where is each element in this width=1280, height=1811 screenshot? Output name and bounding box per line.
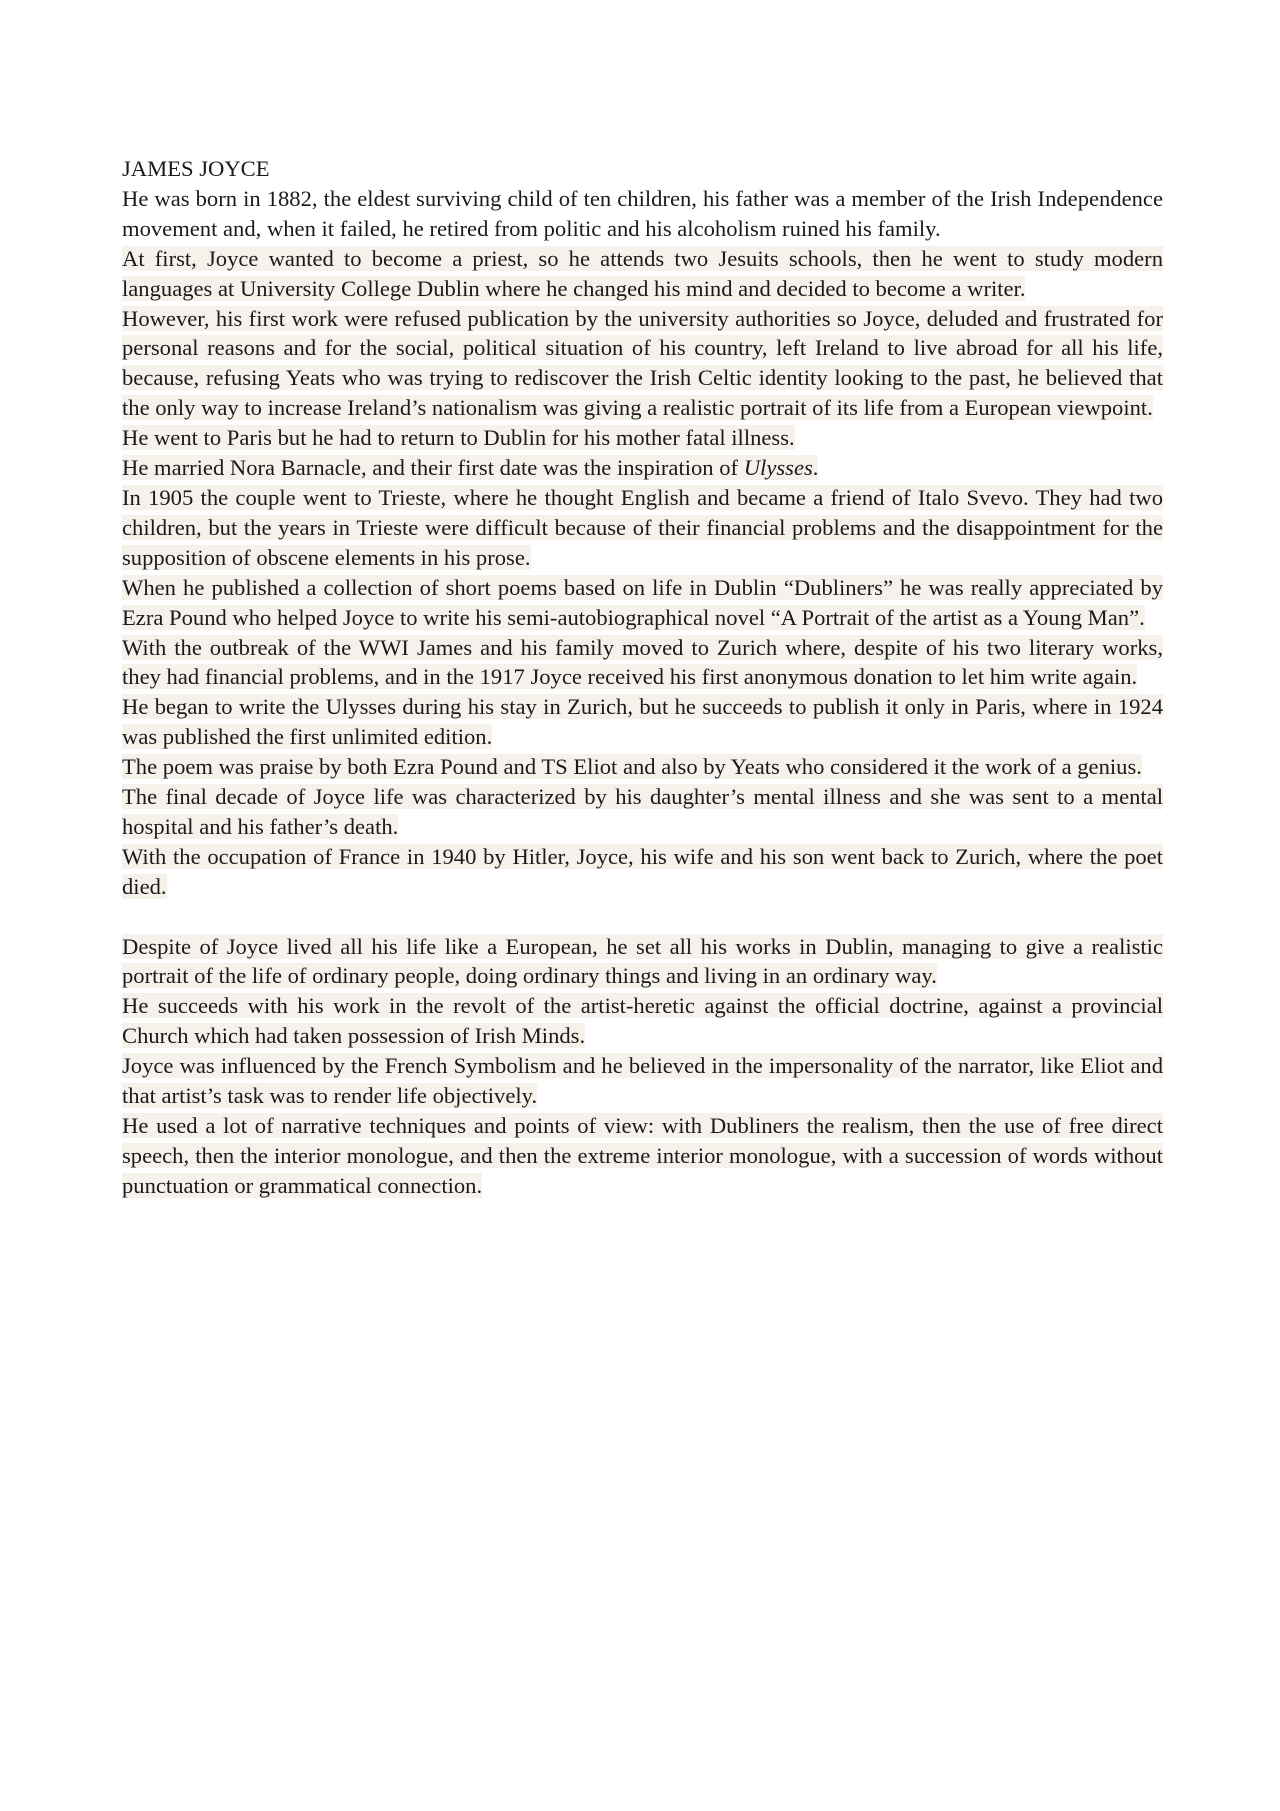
highlighted-text: The poem was praise by both Ezra Pound and TS Eliot and also by Yeats who considered it the work of a genius.: [122, 754, 1142, 780]
document-page: [122, 154, 1163, 1201]
paragraph-techniques: [122, 1111, 1163, 1201]
paragraph-praise: [122, 752, 1163, 782]
text-before: He married Nora Barnacle, and their first date was the inspiration of: [122, 455, 744, 481]
highlighted-text: Despite of Joyce lived all his life like a European, he set all his works in Dublin, managing to give a realistic portrait of the life of ordinary people, doing ordinary things and living in an ordinary way.: [122, 933, 1163, 989]
text-after: .: [812, 455, 819, 481]
paragraph-dubliners: [122, 573, 1163, 633]
highlighted-text: He used a lot of narrative techniques and points of view: with Dubliners the realism, then the use of free direct speech, then the interior monologue, and then the extreme interior monologue, with a succession of words without punctuation or grammatical connection.: [122, 1112, 1163, 1198]
highlighted-text: When he published a collection of short poems based on life in Dublin “Dubliners” he was really appreciated by Ezra Pound who helped Joyce to write his semi-autobiographical novel “A Portrait of the artist as a Young Man”.: [122, 574, 1163, 630]
paragraph-paris: [122, 423, 1163, 453]
paragraph-birth: [122, 184, 1163, 244]
ulysses-italic: Ulysses: [743, 455, 813, 481]
highlighted-text: At first, Joyce wanted to become a priest, so he attends two Jesuits schools, then he went to study modern languages at University College Dublin where he changed his mind and decided to become a writer.: [122, 245, 1163, 301]
document-title: JAMES JOYCE: [122, 156, 270, 181]
highlighted-text: Joyce was influenced by the French Symbolism and he believed in the impersonality of the narrator, like Eliot and that artist’s task was to render life objectively.: [122, 1053, 1163, 1109]
paragraph-final-decade: [122, 782, 1163, 842]
highlighted-text: With the occupation of France in 1940 by Hitler, Joyce, his wife and his son went back to Zurich, where the poet died.: [122, 843, 1163, 899]
highlighted-text: He began to write the Ulysses during his stay in Zurich, but he succeeds to publish it only in Paris, where in 1924 was published the first unlimited edition.: [122, 694, 1163, 750]
highlighted-text: He succeeds with his work in the revolt of the artist-heretic against the official doctrine, against a provincial Church which had taken possession of Irish Minds.: [122, 993, 1163, 1049]
paragraph-trieste: [122, 483, 1163, 573]
paragraph-wwi: [122, 633, 1163, 693]
paragraph-first-work: [122, 304, 1163, 424]
highlighted-text: The final decade of Joyce life was characterized by his daughter’s mental illness and she was sent to a mental hospital and his father’s death.: [122, 784, 1163, 839]
highlighted-text: [122, 455, 818, 480]
paragraph-european: [122, 932, 1163, 992]
paragraph-symbolism: [122, 1051, 1163, 1111]
blank-line: [122, 902, 1163, 932]
paragraph-nora: [122, 453, 1163, 483]
paragraph-revolt: [122, 991, 1163, 1051]
paragraph-text: He was born in 1882, the eldest surviving child of ten children, his father was a member of the Irish Independence movement and, when it failed, he retired from politic and his alcoholism ruined his family.: [122, 185, 1163, 241]
paragraph-priest: [122, 244, 1163, 304]
highlighted-text: He went to Paris but he had to return to Dublin for his mother fatal illness.: [122, 425, 795, 451]
highlighted-text: With the outbreak of the WWI James and his family moved to Zurich where, despite of his two literary works, they had financial problems, and in the 1917 Joyce received his first anonymous donation to let him write again.: [122, 634, 1163, 690]
highlighted-text: However, his first work were refused publication by the university authorities so Joyce, deluded and frustrated for personal reasons and for the social, political situation of his country, left Ireland to live abroad for all his life, because, refusing Yeats who was trying to rediscover the Irish Celtic identity looking to the past, he believed that the only way to increase Ireland’s nationalism was giving a realistic portrait of its life from a European viewpoint.: [122, 305, 1163, 421]
highlighted-text: In 1905 the couple went to Trieste, where he thought English and became a friend of Italo Svevo. They had two children, but the years in Trieste were difficult because of their financial problems and the disappointment for the supposition of obscene elements in his prose.: [122, 484, 1163, 570]
paragraph-ulysses: [122, 692, 1163, 752]
paragraph-occupation: [122, 842, 1163, 902]
